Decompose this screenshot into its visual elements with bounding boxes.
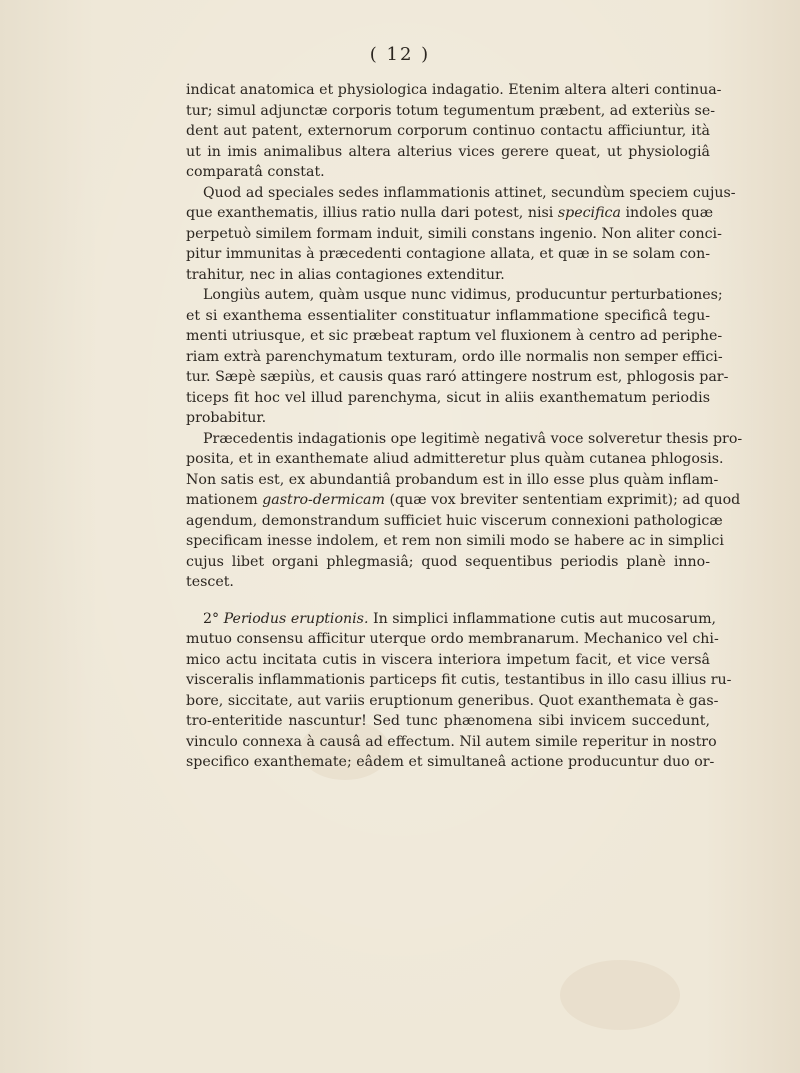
text-line: perpetuò similem formam induit, simili constans ingenio. Non aliter conci- <box>186 225 722 242</box>
italic-term: specifica <box>557 205 621 221</box>
text-line: Præcedentis indagationis ope legitimè negativâ voce solveretur thesis pro- <box>203 430 743 447</box>
text-line: mico actu incitata cutis in viscera interiora impetum facit, et vice versâ <box>186 651 710 668</box>
text-line: mutuo consensu afficitur uterque ordo membranarum. Mechanico vel chi- <box>186 631 719 647</box>
text-line: vinculo connexa à causâ ad effectum. Nil autem simile reperitur in nostro <box>186 733 717 750</box>
text-line: ut in imis animalibus altera alterius vices gerere queat, ut physiologiâ <box>186 143 710 160</box>
text-line: specificam inesse indolem, et rem non simili modo se habere ac in simplici <box>186 533 724 549</box>
text-line: dent aut patent, externorum corporum continuo contactu afficiuntur, ità <box>186 123 710 139</box>
paragraph-3 <box>186 285 729 429</box>
text-segment: que exanthematis, illius ratio nulla dari potest, nisi <box>186 205 558 221</box>
text-line: tro-enteritide nascuntur! Sed tunc phænomena sibi invicem succedunt, <box>186 713 710 729</box>
paragraph-2 <box>186 183 736 286</box>
text-line: tescet. <box>186 574 234 590</box>
text-segment: mationem <box>186 492 263 508</box>
text-line: tur. Sæpè sæpiùs, et causis quas raró attingere nostrum est, phlogosis par- <box>186 369 729 385</box>
text-line <box>186 609 717 630</box>
text-line: bore, siccitate, aut variis eruptionum generibus. Quot exanthemata è gas- <box>186 692 719 709</box>
text-line: comparatâ constat. <box>186 164 325 180</box>
italic-term: gastro-dermicam <box>262 492 385 508</box>
page-number: ( 12 ) <box>369 44 431 65</box>
paper-stain <box>560 960 680 1030</box>
text-line: visceralis inflammationis particeps fit cutis, testantibus in illo casu illius ru- <box>186 672 732 688</box>
text-segment: indoles quæ <box>620 205 714 221</box>
text-line: Longiùs autem, quàm usque nunc vidimus, producuntur perturbationes; <box>203 287 723 303</box>
paragraph-5 <box>186 609 732 773</box>
section-spacer <box>186 593 710 609</box>
text-segment: In simplici inflammatione cutis aut mucosarum, <box>368 610 717 627</box>
text-line: Non satis est, ex abundantiâ probandum est in illo esse plus quàm inflam- <box>186 471 719 488</box>
text-line: agendum, demonstrandum sufficiet huic viscerum connexioni pathologicæ <box>186 512 723 529</box>
paragraph-1 <box>186 80 722 183</box>
text-line: tur; simul adjunctæ corporis totum tegumentum præbent, ad exteriùs se- <box>186 102 716 119</box>
text-line: et si exanthema essentialiter constituatur inflammatione specificâ tegu- <box>186 307 710 324</box>
text-line: Quod ad speciales sedes inflammationis attinet, secundùm speciem cujus- <box>203 184 736 201</box>
body-text <box>186 80 743 773</box>
text-line: ticeps fit hoc vel illud parenchyma, sicut in aliis exanthematum periodis <box>186 389 710 406</box>
paragraph-4 <box>186 429 743 593</box>
text-line <box>186 203 714 224</box>
text-line: menti utriusque, et sic præbeat raptum vel fluxionem à centro ad periphe- <box>186 328 723 344</box>
text-line: cujus libet organi phlegmasiâ; quod sequentibus periodis planè inno- <box>186 553 710 570</box>
text-line: specifico exanthemate; eâdem et simultaneâ actione producuntur duo or- <box>186 754 715 770</box>
text-segment: (quæ vox breviter sententiam exprimit); ad quod <box>384 492 741 508</box>
text-line: posita, et in exanthemate aliud admitteretur plus quàm cutanea phlogosis. <box>186 451 724 467</box>
text-line: indicat anatomica et physiologica indagatio. Etenim altera alteri continua- <box>186 82 722 98</box>
text-line: trahitur, nec in alias contagiones extenditur. <box>186 266 505 283</box>
section-heading: Periodus eruptionis. <box>223 610 369 627</box>
text-line: riam extrà parenchymatum texturam, ordo ille normalis non semper effici- <box>186 348 723 365</box>
text-line <box>186 490 741 511</box>
text-line: pitur immunitas à præcedenti contagione allata, et quæ in se solam con- <box>186 246 710 262</box>
text-line: probabitur. <box>186 410 267 426</box>
section-number: 2° <box>203 610 224 627</box>
